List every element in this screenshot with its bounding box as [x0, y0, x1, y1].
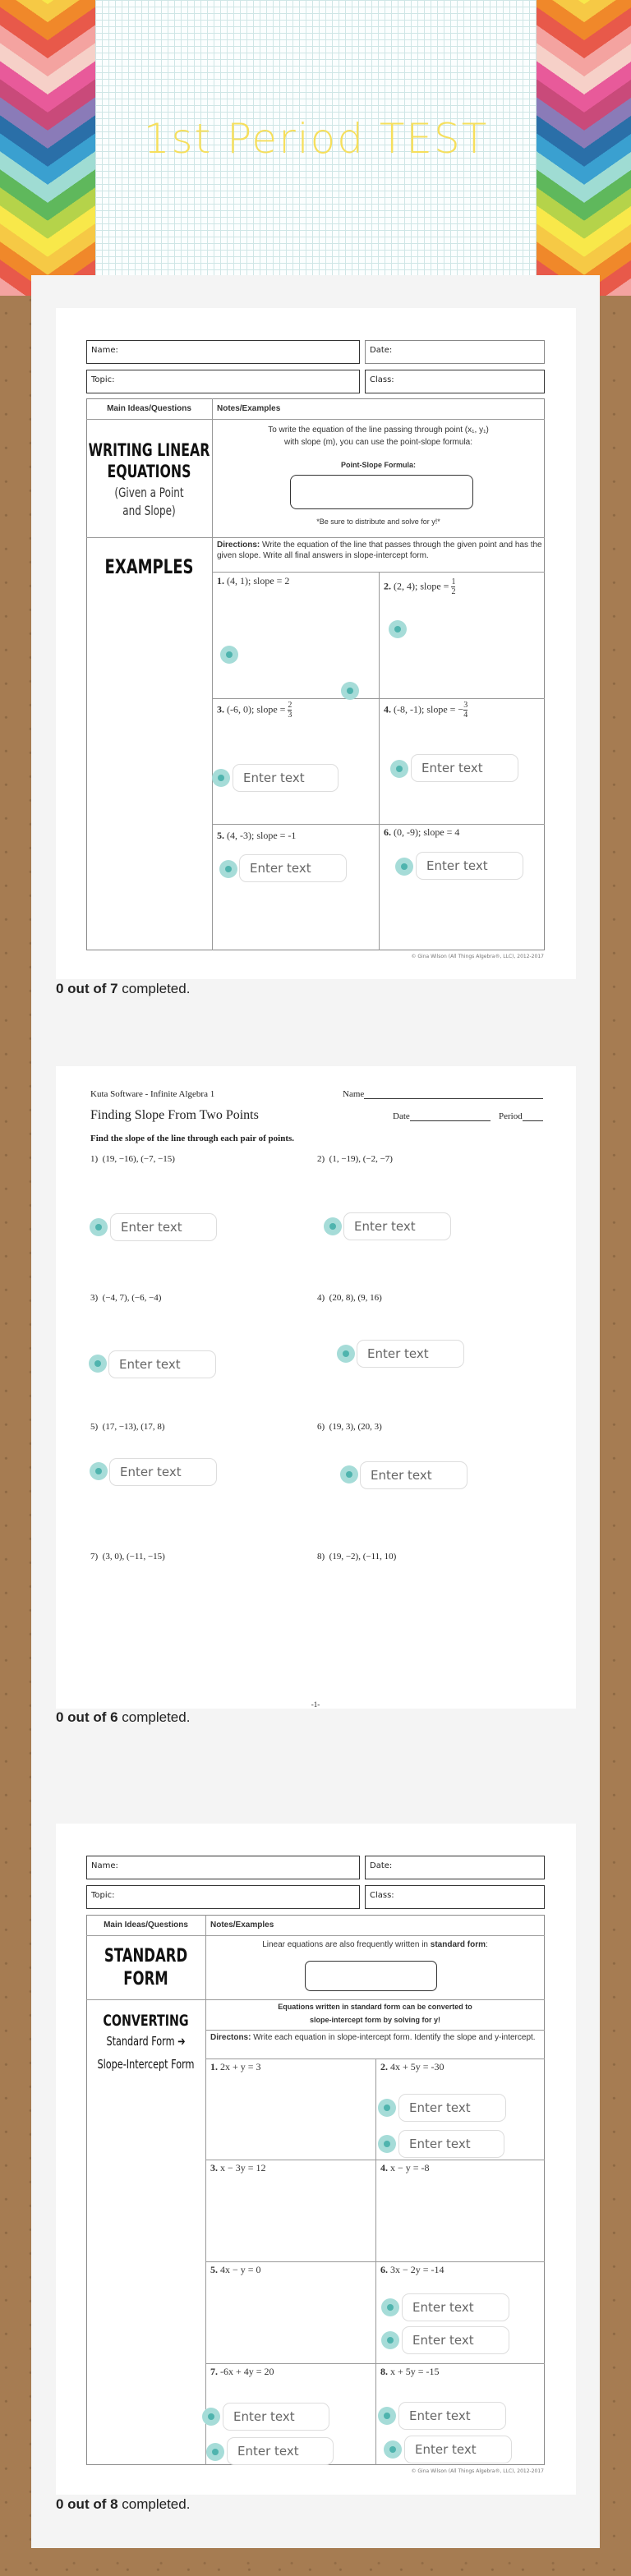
date-field: Date — [393, 1111, 491, 1121]
section-title: CONVERTING — [103, 2012, 189, 2030]
hotspot-marker — [202, 2408, 220, 2426]
name-box: Name: — [86, 340, 360, 364]
hotspot-marker — [340, 1465, 358, 1484]
class-box: Class: — [365, 1885, 545, 1909]
formula-note: *Be sure to distribute and solve for y!* — [316, 518, 440, 526]
topic-box: Topic: — [86, 1885, 360, 1909]
problem-2: 2. 4x + 5y = -30 — [380, 2061, 444, 2072]
topic-box: Topic: — [86, 370, 360, 393]
answer-input-5[interactable]: Enter text — [109, 1458, 217, 1486]
standard-form-blank-box — [305, 1961, 437, 1991]
completion-status: 0 out of 8 completed. — [56, 2496, 191, 2512]
hotspot-marker[interactable] — [341, 682, 359, 700]
chevron-decoration-left — [0, 0, 48, 296]
directions-label: Directons: — [210, 2033, 251, 2042]
answer-input-3[interactable]: Enter text — [233, 764, 339, 792]
section-subtitle: Slope-Intercept Form — [97, 2057, 195, 2072]
hotspot-marker — [219, 860, 237, 878]
problem-7: 7. -6x + 4y = 20 — [210, 2366, 274, 2377]
divider — [86, 1935, 545, 1936]
hotspot-marker — [206, 2443, 224, 2461]
column-header-main-ideas: Main Ideas/Questions — [107, 404, 191, 413]
section-title: WRITING LINEAR — [88, 440, 210, 460]
hotspot-marker[interactable] — [220, 646, 238, 664]
column-header-notes: Notes/Examples — [217, 404, 281, 413]
formula-label: Point-Slope Formula: — [341, 461, 416, 469]
name-field: Name — [343, 1089, 543, 1099]
hotspot-marker — [212, 769, 230, 787]
problem-5: 5. (4, -3); slope = -1 — [217, 830, 297, 841]
chevron-decoration-right-outer — [584, 0, 631, 296]
convert-note: slope-intercept form by solving for y! — [309, 2016, 441, 2024]
section-title: FORM — [123, 1969, 168, 1990]
intro-text: Linear equations are also frequently written in standard form: — [262, 1940, 488, 1949]
column-header-main-ideas: Main Ideas/Questions — [104, 1920, 188, 1930]
answer-input-4[interactable]: Enter text — [357, 1340, 464, 1368]
completion-status: 0 out of 7 completed. — [56, 981, 191, 996]
problem-2: 2. (2, 4); slope = $\frac{1}{2}$ — [384, 577, 456, 596]
intro-text: To write the equation of the line passing through point (x₁, y₁) — [268, 426, 489, 435]
problem-1: 1. (4, 1); slope = 2 — [217, 575, 290, 586]
answer-input-6b[interactable]: Enter text — [402, 2326, 509, 2354]
copyright: © Gina Wilson (All Things Algebra®, LLC), 2012-2017 — [411, 954, 544, 959]
hotspot-marker[interactable] — [389, 620, 407, 638]
problem-2: 2) (1, −19), (−2, −7) — [317, 1154, 393, 1164]
answer-input-7a[interactable]: Enter text — [223, 2403, 329, 2431]
hotspot-marker — [90, 1462, 108, 1480]
class-box: Class: — [365, 370, 545, 393]
hotspot-marker — [90, 1218, 108, 1236]
hotspot-marker — [381, 2298, 399, 2316]
section-title: EXAMPLES — [104, 555, 194, 578]
notes-table — [86, 1915, 545, 2465]
problem-5: 5. 4x − y = 0 — [210, 2264, 261, 2275]
hotspot-marker — [378, 2407, 396, 2425]
divider — [375, 2058, 376, 2465]
answer-input-6a[interactable]: Enter text — [402, 2293, 509, 2321]
section-title: EQUATIONS — [107, 462, 191, 481]
answer-input-3[interactable]: Enter text — [108, 1350, 216, 1378]
divider — [379, 572, 380, 950]
period-field: Period — [499, 1111, 543, 1121]
page-number: -1- — [311, 1700, 320, 1709]
problem-6: 6) (19, 3), (20, 3) — [317, 1422, 382, 1432]
formula-blank-box — [290, 475, 473, 509]
hotspot-marker — [378, 2099, 396, 2117]
completion-status: 0 out of 6 completed. — [56, 1709, 191, 1725]
problem-3: 3. (-6, 0); slope = $\frac{2}{3}$ — [217, 701, 292, 720]
worksheet-title: Finding Slope From Two Points — [90, 1108, 259, 1122]
answer-input-6[interactable]: Enter text — [360, 1461, 467, 1489]
problem-4: 4. x − y = -8 — [380, 2162, 430, 2174]
copyright: © Gina Wilson (All Things Algebra®, LLC), 2012-2017 — [411, 2468, 544, 2474]
answer-input-1[interactable]: Enter text — [110, 1213, 217, 1241]
section-subtitle: (Given a Point — [114, 485, 184, 500]
problem-3: 3. x − 3y = 12 — [210, 2162, 266, 2174]
answer-input-4[interactable]: Enter text — [411, 754, 518, 782]
divider — [205, 2030, 545, 2031]
answer-input-7b[interactable]: Enter text — [227, 2437, 334, 2465]
hotspot-marker — [324, 1217, 342, 1235]
problem-4: 4. (-8, -1); slope = − $\frac{3}{4}$ — [384, 701, 468, 720]
chevron-decoration-left-inner — [48, 0, 95, 296]
answer-input-8b[interactable]: Enter text — [404, 2436, 512, 2463]
answer-input-6[interactable]: Enter text — [416, 852, 523, 880]
problem-3: 3) (−4, 7), (−6, −4) — [90, 1293, 162, 1303]
hotspot-marker — [384, 2440, 402, 2459]
answer-input-2b[interactable]: Enter text — [398, 2130, 504, 2158]
hotspot-marker — [395, 858, 413, 876]
problem-1: 1) (19, −16), (−7, −15) — [90, 1154, 175, 1164]
problem-4: 4) (20, 8), (9, 16) — [317, 1293, 382, 1303]
hotspot-marker — [381, 2331, 399, 2349]
problem-6: 6. (0, -9); slope = 4 — [384, 826, 460, 838]
problem-1: 1. 2x + y = 3 — [210, 2061, 261, 2072]
answer-input-5[interactable]: Enter text — [239, 854, 347, 882]
problem-8: 8. x + 5y = -15 — [380, 2366, 440, 2377]
answer-input-2a[interactable]: Enter text — [398, 2094, 506, 2122]
intro-text: with slope (m), you can use the point-slope formula: — [284, 438, 472, 447]
name-box: Name: — [86, 1856, 360, 1879]
section-subtitle: and Slope) — [122, 503, 176, 518]
software-label: Kuta Software - Infinite Algebra 1 — [90, 1089, 215, 1099]
divider — [86, 1999, 545, 2000]
convert-note: Equations written in standard form can be converted to — [278, 2003, 472, 2011]
answer-input-8a[interactable]: Enter text — [398, 2402, 506, 2430]
instructions: Find the slope of the line through each pair of points. — [90, 1134, 295, 1143]
problem-7: 7) (3, 0), (−11, −15) — [90, 1552, 165, 1562]
problem-6: 6. 3x − 2y = -14 — [380, 2264, 444, 2275]
hotspot-marker — [390, 760, 408, 778]
section-subtitle: Standard Form ➔ — [106, 2034, 186, 2049]
date-box: Date: — [365, 1856, 545, 1879]
hotspot-marker — [337, 1345, 355, 1363]
page-title: 1st Period TEST — [143, 115, 489, 163]
directions-label: Directions: — [217, 540, 260, 550]
answer-input-2[interactable]: Enter text — [343, 1212, 451, 1240]
hotspot-marker — [378, 2135, 396, 2153]
divider — [86, 419, 545, 420]
divider — [86, 537, 545, 538]
hotspot-marker — [89, 1355, 107, 1373]
divider — [205, 1915, 206, 2465]
directions-text: Write each equation in slope-intercept form. Identify the slope and y-intercept. — [253, 2033, 536, 2042]
chevron-decoration-right — [537, 0, 584, 296]
directions-text: Write the equation of the line that passes through the given point and has the given slope. Write all final answers in slope-intercept form. — [217, 540, 542, 560]
problem-5: 5) (17, −13), (17, 8) — [90, 1422, 165, 1432]
problem-8: 8) (19, −2), (−11, 10) — [317, 1552, 397, 1562]
column-header-notes: Notes/Examples — [210, 1920, 274, 1930]
date-box: Date: — [365, 340, 545, 364]
section-title: STANDARD — [104, 1946, 188, 1966]
